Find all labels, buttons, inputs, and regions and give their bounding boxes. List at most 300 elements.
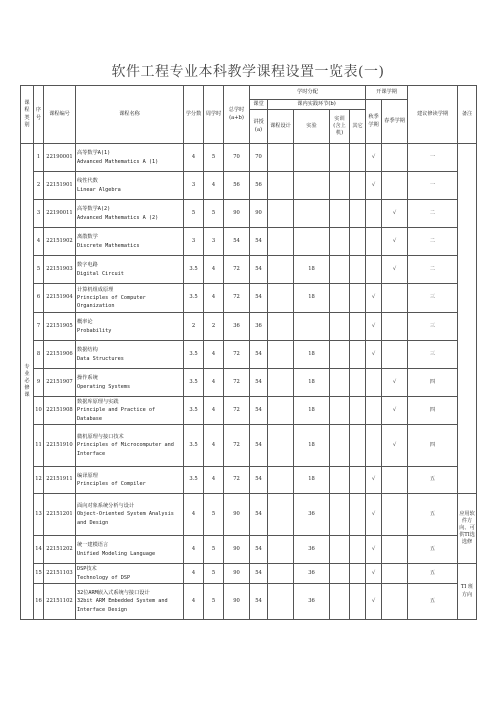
cell-lecture: 54 [250,341,268,369]
cell-lecture: 54 [250,494,268,536]
course-name-en: Principles of Computer Organization [77,294,146,310]
cell-lab [330,228,350,256]
cell-other [350,467,366,494]
header-credit: 学分数 [184,86,204,144]
cell-lecture: 90 [250,200,268,228]
cell-total: 90 [224,494,250,536]
table-row [21,564,477,584]
table-row [21,200,477,228]
cell-lab [330,313,350,341]
cell-seq: 12 [34,467,44,494]
table-row [21,584,477,620]
cell-lab [330,494,350,536]
course-name-en: Advanced Mathematics A (2) [77,214,159,221]
cell-other [350,425,366,467]
cell-total: 72 [224,425,250,467]
course-name-cn: 线性代数 [77,178,98,185]
header-other: 其它 [350,110,366,144]
cell-design [268,228,294,256]
cell-week: 5 [204,584,224,620]
cell-other [350,228,366,256]
cell-week: 4 [204,284,224,313]
course-name-en: 32bit ARM Embedded System and Interface Design [77,598,168,613]
cell-seq: 8 [34,341,44,369]
cell-week: 5 [204,494,224,536]
course-name-cn: 数字电路 [77,262,98,269]
cell-term: 五 [408,536,458,564]
cell-other [350,284,366,313]
table-row [21,313,477,341]
cell-week: 4 [204,467,224,494]
cell-design [268,369,294,397]
course-name-cn: 编译原理 [77,472,98,479]
cell-term: 二 [408,200,458,228]
cell-credit: 3.5 [184,397,204,425]
cell-term: 五 [408,564,458,584]
course-name-cn: 操作系统 [77,375,98,382]
header-lecture-group: 课堂 [250,100,268,110]
course-name-cell [76,369,184,397]
cell-lecture: 54 [250,564,268,584]
cell-design [268,564,294,584]
cell-spring: √ [382,200,408,228]
cell-lecture: 54 [250,228,268,256]
remark-cell-ti: TI 班方向 [458,564,477,620]
header-lab-label: 实训 [334,115,345,122]
table-row [21,494,477,536]
cell-credit: 3.5 [184,284,204,313]
course-name-cn: 离散数学 [77,234,98,241]
cell-term: 三 [408,284,458,313]
table-row [21,144,477,172]
header-weekly-hours: 周学时 [204,86,224,144]
cell-seq: 3 [34,200,44,228]
cell-total: 54 [224,228,250,256]
cell-lab [330,397,350,425]
table-row [21,467,477,494]
course-name-cn: 高等数学A(1) [77,150,111,157]
cell-spring: √ [382,369,408,397]
course-name-cell [76,494,184,536]
cell-exp: 36 [294,584,330,620]
course-name-en: Principles of Microcomputer and Interface [77,442,174,457]
cell-term: 五 [408,467,458,494]
cell-credit: 2 [184,313,204,341]
cell-lab [330,584,350,620]
cell-design [268,144,294,172]
cell-autumn [366,425,382,467]
header-practice: 课内实践环节(b) [268,100,366,110]
cell-exp: 36 [294,494,330,536]
cell-code: 22151901 [44,172,76,200]
cell-week: 4 [204,256,224,284]
course-name-en: Technology of DSP [77,574,131,581]
cell-term: 一 [408,172,458,200]
header-design: 课程设计 [268,110,294,144]
cell-seq: 7 [34,313,44,341]
table-row [21,397,477,425]
cell-seq: 11 [34,425,44,467]
cell-week: 4 [204,172,224,200]
cell-week: 2 [204,313,224,341]
cell-spring: √ [382,256,408,284]
cell-term: 四 [408,425,458,467]
cell-week: 5 [204,536,224,564]
course-name-en: Digital Circuit [77,270,124,277]
course-name-cn: DSP技术 [77,566,97,573]
cell-code: 22151201 [44,494,76,536]
course-name-en: Unified Modeling Language [77,550,156,557]
header-code: 课程编号 [44,86,76,144]
cell-lab [330,256,350,284]
cell-seq: 13 [34,494,44,536]
cell-exp: 18 [294,256,330,284]
header-lecture [250,110,268,144]
cell-total: 90 [224,584,250,620]
cell-week: 4 [204,425,224,467]
cell-lecture: 54 [250,256,268,284]
course-name-cell [76,313,184,341]
cell-week: 4 [204,369,224,397]
cell-credit: 4 [184,564,204,584]
cell-total: 90 [224,564,250,584]
cell-code: 22151903 [44,256,76,284]
course-name-cn: 数据库原理与实践 [77,399,119,406]
cell-spring [382,284,408,313]
course-name-en: Principles of Compiler [77,481,146,487]
cell-lecture: 36 [250,313,268,341]
course-name-en: Data Structures [77,355,124,362]
cell-other [350,536,366,564]
course-name-cn: 32位ARM嵌入式系统与接口设计 [77,590,150,597]
cell-autumn [366,397,382,425]
cell-term: 五 [408,494,458,536]
cell-other [350,369,366,397]
cell-lecture: 54 [250,369,268,397]
cell-credit: 3.5 [184,425,204,467]
cell-exp: 18 [294,425,330,467]
cell-autumn: √ [366,313,382,341]
course-name-cell [76,172,184,200]
cell-other [350,144,366,172]
cell-autumn: √ [366,284,382,313]
cell-lecture: 54 [250,467,268,494]
course-name-en: Object-Oriented System Analysis and Design [77,511,174,526]
table-row [21,536,477,564]
cell-credit: 3.5 [184,467,204,494]
cell-design [268,200,294,228]
course-name-en: Operating Systems [77,383,131,390]
cell-exp: 18 [294,467,330,494]
cell-exp: 18 [294,341,330,369]
cell-design [268,494,294,536]
cell-autumn: √ [366,584,382,620]
cell-design [268,341,294,369]
cell-lab [330,341,350,369]
cell-total: 72 [224,284,250,313]
table-row [21,228,477,256]
cell-total: 90 [224,536,250,564]
cell-total: 56 [224,172,250,200]
cell-credit: 3.5 [184,256,204,284]
category-cell: 专业必修课 [21,144,34,620]
cell-seq: 6 [34,284,44,313]
cell-lab [330,172,350,200]
cell-other [350,584,366,620]
cell-lab [330,536,350,564]
cell-code: 22151906 [44,341,76,369]
course-name-cn: 数据结构 [77,347,98,354]
cell-week: 5 [204,144,224,172]
remark-cell-empty [458,144,477,494]
course-name-cell [76,536,184,564]
course-table [20,85,477,620]
cell-other [350,397,366,425]
course-name-cell [76,564,184,584]
cell-total: 72 [224,467,250,494]
cell-exp [294,228,330,256]
cell-lecture: 54 [250,584,268,620]
cell-code: 22151902 [44,228,76,256]
cell-lecture: 54 [250,397,268,425]
course-name-cell [76,425,184,467]
table-row [21,369,477,397]
header-name: 课程名称 [76,86,184,144]
header-total-hours [224,86,250,144]
cell-design [268,256,294,284]
cell-other [350,200,366,228]
cell-credit: 4 [184,584,204,620]
cell-autumn [366,369,382,397]
cell-autumn: √ [366,341,382,369]
cell-autumn: √ [366,172,382,200]
header-suggest: 建议修读学期 [408,86,458,144]
page-title: 软件工程专业本科教学课程设置一览表(一) [111,64,385,80]
cell-seq: 2 [34,172,44,200]
cell-other [350,313,366,341]
cell-seq: 15 [34,564,44,584]
cell-other [350,256,366,284]
cell-other [350,494,366,536]
cell-lab [330,369,350,397]
cell-term: 四 [408,397,458,425]
cell-spring [382,564,408,584]
cell-design [268,397,294,425]
cell-week: 4 [204,341,224,369]
cell-lab [330,425,350,467]
header-total-hours-unit: (a+b) [229,114,244,121]
course-name-cn: 微机原理与接口技术 [77,434,124,441]
cell-other [350,341,366,369]
cell-week: 4 [204,397,224,425]
course-name-en: Linear Algebra [77,186,121,193]
cell-lab [330,564,350,584]
cell-credit: 3 [184,228,204,256]
header-hour-alloc: 学时分配 [250,86,366,100]
cell-spring [382,172,408,200]
cell-total: 70 [224,144,250,172]
cell-total: 72 [224,369,250,397]
cell-exp [294,172,330,200]
cell-code: 22151907 [44,369,76,397]
cell-spring [382,313,408,341]
cell-code: 22151905 [44,313,76,341]
course-name-cn: 面向对象系统分析与设计 [77,503,135,510]
cell-spring: √ [382,228,408,256]
cell-autumn: √ [366,564,382,584]
cell-spring [382,536,408,564]
table-row [21,172,477,200]
cell-credit: 4 [184,144,204,172]
header-lecture-unit: (a) [254,126,263,133]
header-remark: 备注 [458,86,477,144]
cell-code: 22151911 [44,467,76,494]
cell-spring [382,341,408,369]
cell-seq: 14 [34,536,44,564]
table-row [21,256,477,284]
cell-credit: 4 [184,494,204,536]
cell-code: 22151904 [44,284,76,313]
header-experiment: 实验 [294,110,330,144]
course-name-cell [76,200,184,228]
course-name-cn: 计算机组成原理 [77,286,114,293]
cell-term: 二 [408,228,458,256]
header-spring: 春季学期 [382,100,408,144]
cell-term: 二 [408,256,458,284]
cell-design [268,584,294,620]
cell-code: 22151202 [44,536,76,564]
cell-term: 三 [408,341,458,369]
cell-seq: 9 [34,369,44,397]
cell-spring [382,584,408,620]
cell-term: 四 [408,369,458,397]
course-name-cn: 统一建模语言 [77,542,109,549]
course-name-cell [76,228,184,256]
cell-design [268,313,294,341]
remark-cell-app: 应用软件方向、可供TI选选修 [458,494,477,564]
cell-design [268,536,294,564]
cell-exp [294,144,330,172]
cell-code: 22151103 [44,564,76,584]
cell-exp [294,200,330,228]
cell-autumn: √ [366,467,382,494]
cell-total: 72 [224,256,250,284]
table-row [21,341,477,369]
cell-spring [382,494,408,536]
cell-term: 三 [408,313,458,341]
cell-code: 22151102 [44,584,76,620]
header-autumn: 秋季学期 [366,100,382,144]
cell-credit: 4 [184,536,204,564]
course-name-cell [76,284,184,313]
cell-credit: 3.5 [184,369,204,397]
cell-autumn: √ [366,144,382,172]
cell-spring [382,467,408,494]
course-name-cell [76,256,184,284]
cell-lab [330,144,350,172]
cell-other [350,172,366,200]
cell-spring [382,144,408,172]
cell-design [268,172,294,200]
cell-lecture: 54 [250,536,268,564]
cell-spring: √ [382,397,408,425]
cell-code: 22151908 [44,397,76,425]
cell-code: 22151910 [44,425,76,467]
cell-lab [330,284,350,313]
course-name-cell [76,144,184,172]
cell-seq: 16 [34,584,44,620]
cell-exp: 18 [294,369,330,397]
cell-autumn [366,228,382,256]
header-category: 课程类别 [21,86,34,144]
course-name-cn: 高等数学A(2) [77,206,111,213]
cell-lab [330,200,350,228]
cell-total: 72 [224,341,250,369]
cell-autumn: √ [366,494,382,536]
cell-lecture: 54 [250,284,268,313]
cell-seq: 4 [34,228,44,256]
cell-code: 22190011 [44,200,76,228]
cell-total: 90 [224,200,250,228]
cell-week: 3 [204,228,224,256]
course-name-cell [76,467,184,494]
cell-credit: 3 [184,172,204,200]
header-lab-sub: (含上机) [333,122,346,136]
course-name-cell [76,584,184,620]
cell-lab [330,467,350,494]
cell-term: 一 [408,144,458,172]
table-row [21,425,477,467]
cell-lecture: 54 [250,425,268,467]
cell-credit: 3.5 [184,341,204,369]
cell-exp: 36 [294,564,330,584]
cell-exp [294,313,330,341]
cell-week: 5 [204,564,224,584]
cell-design [268,284,294,313]
cell-exp: 36 [294,536,330,564]
course-name-en: Discrete Mathematics [77,242,140,249]
header-total-hours-label: 总学时 [228,107,245,114]
cell-seq: 1 [34,144,44,172]
course-name-cell [76,397,184,425]
cell-credit: 5 [184,200,204,228]
header-lecture-label: 讲授 [253,119,264,126]
course-name-en: Principle and Practice of Database [77,407,156,422]
cell-term: 五 [408,584,458,620]
course-name-en: Probability [77,327,112,334]
cell-lecture: 70 [250,144,268,172]
cell-autumn [366,200,382,228]
course-name-cell [76,341,184,369]
cell-total: 72 [224,397,250,425]
header-semester: 开课学期 [366,86,408,100]
course-name-cn: 概率论 [77,319,93,326]
cell-autumn: √ [366,536,382,564]
cell-exp: 18 [294,397,330,425]
cell-design [268,467,294,494]
cell-other [350,564,366,584]
header-seq: 序号 [34,86,44,144]
cell-seq: 5 [34,256,44,284]
cell-design [268,425,294,467]
cell-week: 5 [204,200,224,228]
cell-spring: √ [382,425,408,467]
course-name-en: Advanced Mathematics A (1) [77,158,159,165]
cell-code: 22190001 [44,144,76,172]
cell-exp: 18 [294,284,330,313]
cell-lecture: 56 [250,172,268,200]
table-row [21,284,477,313]
